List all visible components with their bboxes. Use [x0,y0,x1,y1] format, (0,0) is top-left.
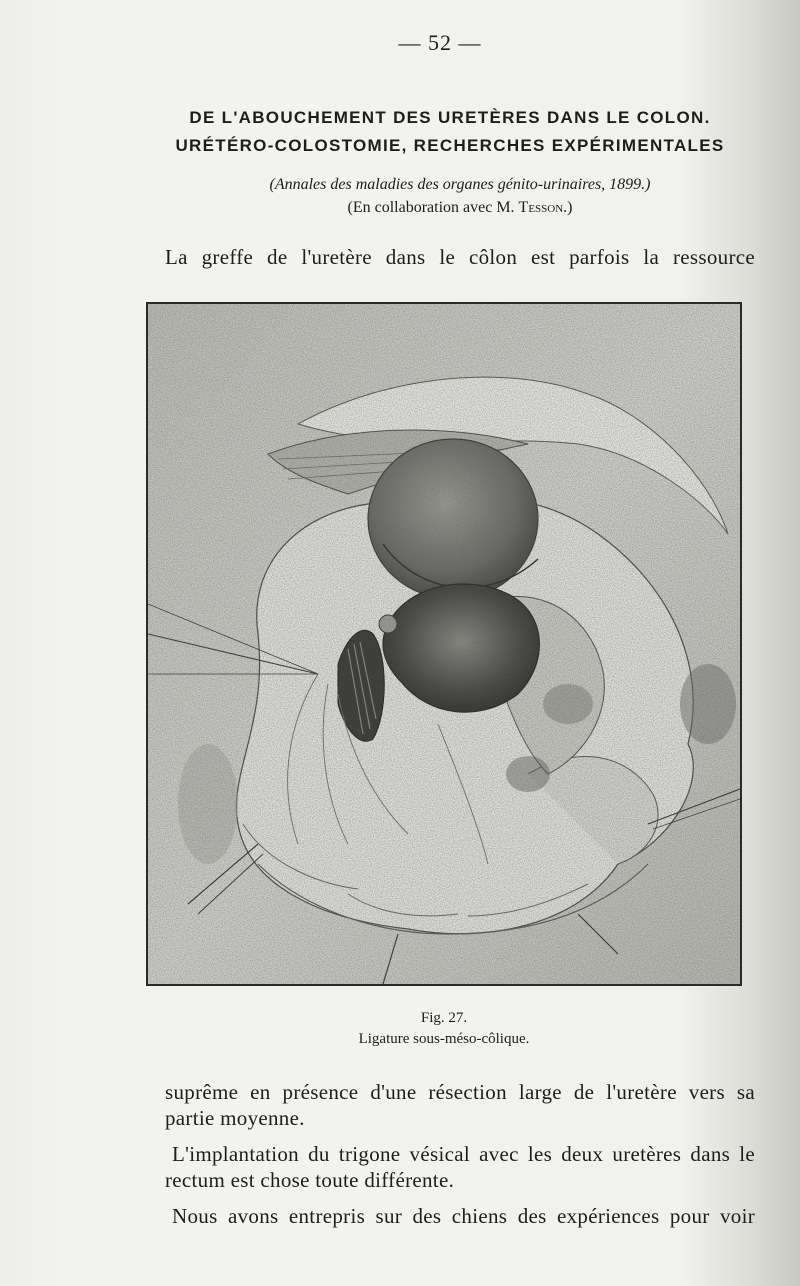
collaboration-prefix: (En collaboration avec M. [347,199,519,216]
figure-caption: Ligature sous-méso-côlique. [358,1031,530,1047]
collaborator-name: Tesson [518,199,564,216]
source-citation [190,176,730,194]
page-number: — 52 — [398,30,482,55]
body-line-4: L'implantation du trigone vésical avec les deux uretères dans le [172,1142,755,1166]
body-line-5: rectum est chose toute différente. [165,1168,455,1192]
anatomical-illustration [146,302,742,986]
article-title-line-2: URÉTÉRO-COLOSTOMIE, RECHERCHES EXPÉRIMENTALES [175,136,725,155]
collaboration-note [190,199,730,217]
figure-label: Fig. 27. [420,1010,468,1026]
illustration-drawing [148,304,740,984]
collaboration-suffix: .) [563,199,573,216]
source-citation-text: (Annales des maladies des organes génito-urinaires, 1899.) [269,176,651,193]
body-line-6: Nous avons entrepris sur des chiens des expériences pour voir [172,1204,755,1228]
body-line-2: suprême en présence d'une résection large de l'uretère vers sa [165,1080,755,1104]
body-line-1: La greffe de l'uretère dans le côlon est parfois la ressource [165,245,755,269]
article-title-line-1: DE L'ABOUCHEMENT DES URETÈRES DANS LE COLON. [189,108,711,127]
body-line-3: partie moyenne. [165,1106,305,1130]
